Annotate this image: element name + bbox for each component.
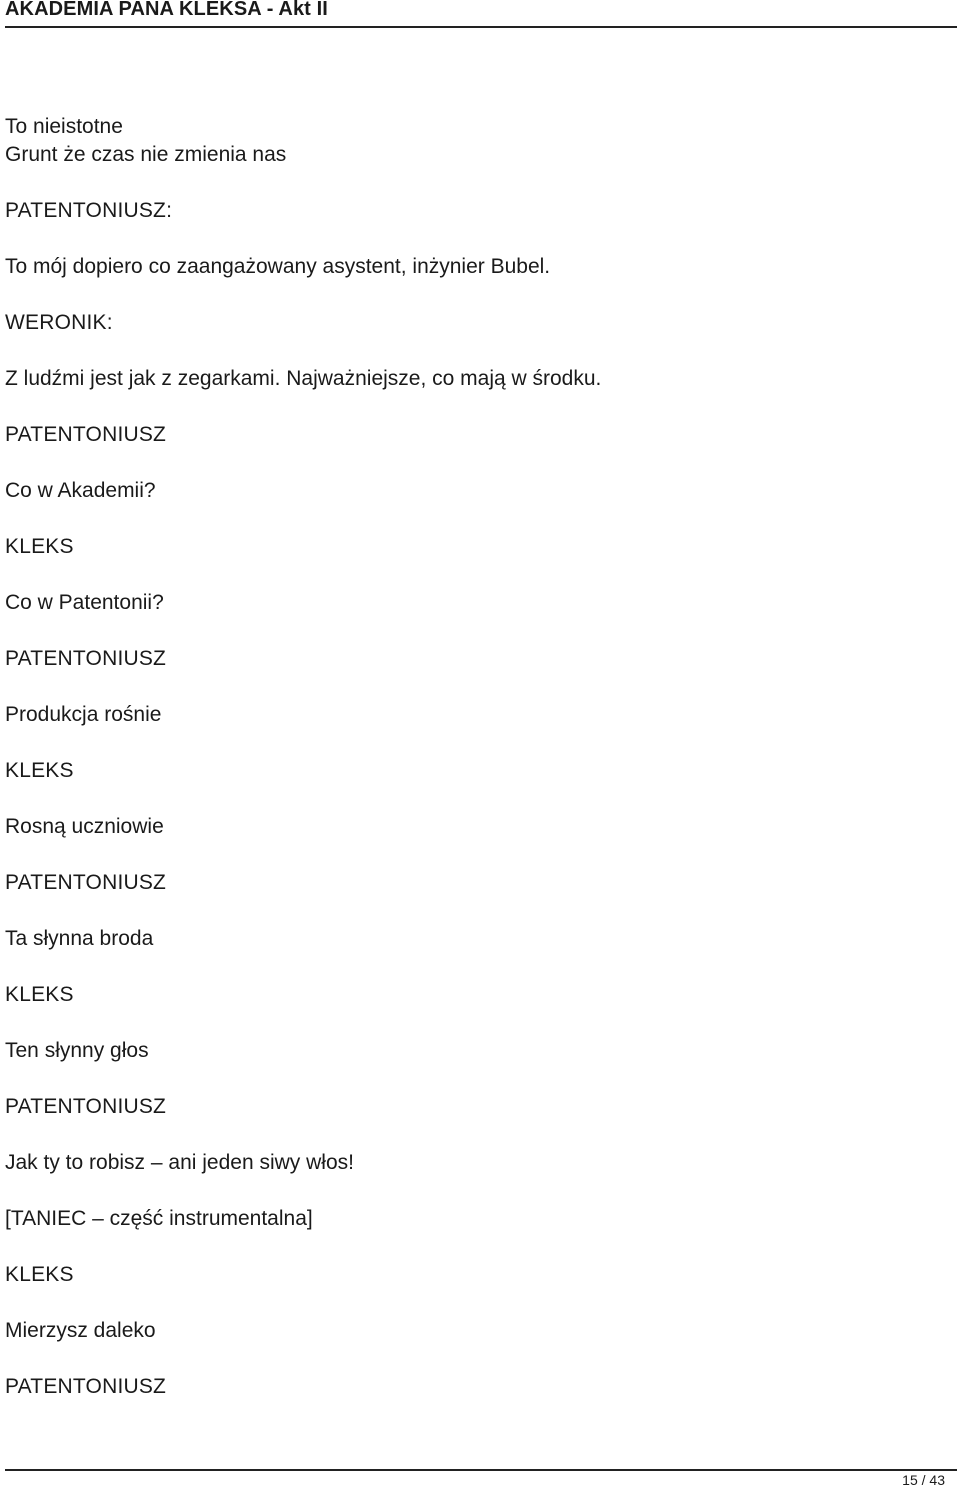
document-title: AKADEMIA PANA KLEKSA - Akt II: [5, 0, 328, 20]
stage-direction: [TANIEC – część instrumentalna]: [5, 1207, 313, 1230]
dialogue-line: Rosną uczniowie: [5, 815, 164, 838]
lyric-line: Grunt że czas nie zmienia nas: [5, 143, 287, 166]
page-number: 15 / 43: [902, 1472, 945, 1488]
dialogue-line: Co w Akademii?: [5, 479, 156, 502]
speaker-name: PATENTONIUSZ: [5, 1095, 167, 1118]
lyric-line: To nieistotne: [5, 115, 123, 138]
dialogue-line: Ten słynny głos: [5, 1039, 149, 1062]
dialogue-line: Co w Patentonii?: [5, 591, 164, 614]
speaker-name: PATENTONIUSZ:: [5, 199, 173, 222]
speaker-name: PATENTONIUSZ: [5, 871, 167, 894]
dialogue-line: Jak ty to robisz – ani jeden siwy włos!: [5, 1151, 354, 1174]
speaker-name: WERONIK:: [5, 311, 113, 334]
speaker-name: PATENTONIUSZ: [5, 423, 167, 446]
speaker-name: PATENTONIUSZ: [5, 1375, 167, 1398]
speaker-name: KLEKS: [5, 535, 74, 558]
dialogue-line: Produkcja rośnie: [5, 703, 162, 726]
page-header: [5, 0, 957, 28]
speaker-name: KLEKS: [5, 1263, 74, 1286]
dialogue-line: Mierzysz daleko: [5, 1319, 156, 1342]
dialogue-line: Z ludźmi jest jak z zegarkami. Najważniejsze, co mają w środku.: [5, 367, 602, 390]
speaker-name: PATENTONIUSZ: [5, 647, 167, 670]
page-footer: [5, 1469, 957, 1489]
speaker-name: KLEKS: [5, 759, 74, 782]
dialogue-line: To mój dopiero co zaangażowany asystent, inżynier Bubel.: [5, 255, 551, 278]
dialogue-line: Ta słynna broda: [5, 927, 154, 950]
speaker-name: KLEKS: [5, 983, 74, 1006]
